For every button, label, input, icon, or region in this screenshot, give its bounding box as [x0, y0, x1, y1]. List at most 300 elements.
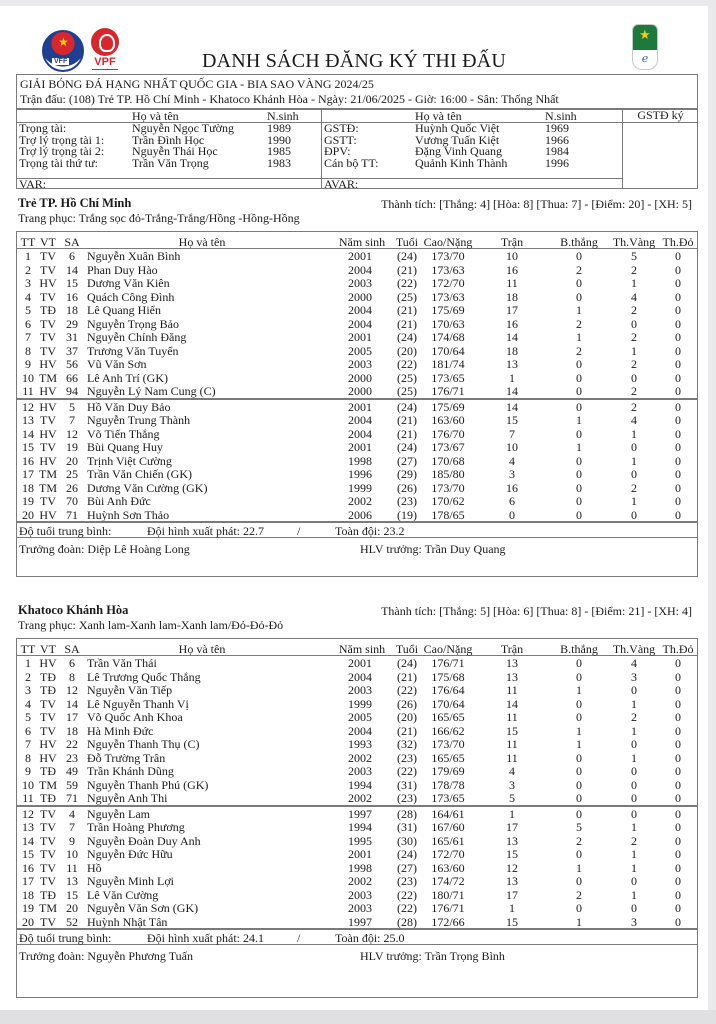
player-vt: TV [40, 343, 56, 358]
team-roster-table [16, 231, 698, 577]
player-matches: 3 [509, 467, 515, 481]
player-row [17, 751, 697, 765]
player-year: 1997 [348, 914, 372, 929]
player-tt: 14 [22, 833, 34, 848]
player-yellow: 0 [631, 777, 637, 792]
player-row [17, 263, 697, 277]
player-tt: 4 [25, 289, 31, 304]
player-vt: TV [40, 440, 56, 454]
player-row [17, 656, 697, 670]
player-age: (22) [397, 357, 417, 371]
player-hw: 178/78 [431, 777, 465, 792]
player-name: Nguyễn Lam [87, 806, 150, 821]
player-vt: TV [40, 249, 56, 263]
player-sa: 8 [69, 669, 75, 684]
player-red: 0 [675, 723, 681, 738]
player-year: 1999 [348, 696, 372, 711]
player-matches: 14 [506, 384, 518, 398]
player-age: (27) [397, 860, 417, 875]
player-age: (24) [397, 847, 417, 861]
player-hw: 163/60 [431, 860, 465, 875]
player-sa: 56 [66, 357, 78, 371]
player-name: Võ Quốc Anh Khoa [87, 710, 183, 724]
player-yellow: 4 [631, 413, 637, 427]
player-vt: TV [40, 820, 56, 834]
player-vt: HV [39, 276, 57, 290]
player-hw: 167/60 [431, 820, 465, 834]
player-matches: 15 [506, 723, 518, 738]
player-sa: 6 [69, 656, 75, 670]
player-red: 0 [675, 370, 681, 385]
player-matches: 1 [509, 370, 515, 385]
player-red: 0 [675, 683, 681, 697]
player-vt: HV [39, 384, 57, 398]
player-row [17, 290, 697, 304]
player-goals: 0 [576, 847, 582, 861]
player-yellow: 2 [631, 833, 637, 848]
player-yellow: 1 [631, 494, 637, 508]
player-hw: 185/80 [431, 467, 465, 481]
player-year: 2002 [348, 494, 372, 508]
player-matches: 16 [506, 316, 518, 331]
official-row: GSTT: Vương Tuấn Kiệt 1966 [324, 132, 569, 147]
player-goals: 0 [576, 710, 582, 724]
player-row [17, 481, 697, 495]
player-sa: 12 [66, 683, 78, 697]
player-goals: 0 [576, 791, 582, 805]
player-age: (25) [397, 289, 417, 304]
player-sa: 7 [69, 413, 75, 427]
col-header-name: Họ và tên [132, 109, 179, 123]
player-sa: 10 [66, 847, 78, 861]
player-hw: 172/66 [431, 914, 465, 929]
head-coach: HLV trưởng: Trần Duy Quang [360, 542, 506, 556]
player-name: Nguyễn Đoàn Duy Anh [87, 833, 201, 848]
player-yellow: 0 [631, 316, 637, 331]
player-hw: 174/68 [431, 330, 465, 344]
player-sa: 14 [66, 262, 78, 277]
player-hw: 165/65 [431, 710, 465, 724]
player-year: 2004 [348, 426, 372, 441]
player-hw: 165/65 [431, 750, 465, 765]
player-hw: 170/64 [431, 343, 465, 358]
player-goals: 0 [576, 384, 582, 398]
player-tt: 5 [25, 303, 31, 317]
player-sa: 11 [66, 860, 78, 875]
player-row [17, 303, 697, 317]
player-goals: 0 [576, 901, 582, 915]
player-hw: 175/69 [431, 303, 465, 317]
player-goals: 1 [576, 723, 582, 738]
player-row [17, 413, 697, 427]
player-age: (24) [397, 330, 417, 344]
player-red: 0 [675, 303, 681, 317]
player-hw: 164/61 [431, 806, 465, 821]
player-tt: 5 [25, 710, 31, 724]
player-goals: 1 [576, 303, 582, 317]
player-hw: 175/69 [431, 399, 465, 414]
player-matches: 18 [506, 289, 518, 304]
player-red: 0 [675, 330, 681, 344]
referees-column [17, 109, 322, 191]
player-goals: 1 [576, 737, 582, 751]
player-name: Trịnh Việt Cường [87, 453, 172, 468]
player-sa: 14 [66, 696, 78, 711]
player-matches: 4 [509, 764, 515, 778]
player-tt: 6 [25, 723, 31, 738]
player-goals: 0 [576, 669, 582, 684]
player-sa: 25 [66, 467, 78, 481]
player-vt: TM [39, 370, 57, 385]
player-row [17, 276, 697, 290]
player-tt: 20 [22, 507, 34, 522]
player-age: (30) [397, 833, 417, 848]
player-tt: 2 [25, 262, 31, 277]
player-yellow: 2 [631, 330, 637, 344]
player-name: Dương Văn Cường (GK) [87, 480, 208, 495]
team-roster-table [16, 638, 698, 998]
player-sa: 17 [66, 710, 78, 724]
player-row [17, 710, 697, 724]
player-vt: TV [40, 860, 56, 875]
player-vt: HV [39, 453, 57, 468]
player-tt: 11 [22, 384, 34, 398]
player-year: 2004 [348, 303, 372, 317]
player-yellow: 0 [631, 370, 637, 385]
player-year: 1996 [348, 467, 372, 481]
player-vt: TV [40, 806, 56, 821]
player-sa: 37 [66, 343, 78, 358]
player-row [17, 888, 697, 902]
player-age: (25) [397, 384, 417, 398]
player-name: Nguyễn Thanh Phú (GK) [87, 777, 209, 792]
player-row [17, 901, 697, 915]
player-row [17, 371, 697, 385]
player-yellow: 1 [631, 860, 637, 875]
player-age: (19) [397, 507, 417, 522]
player-yellow: 2 [631, 262, 637, 277]
player-matches: 17 [506, 303, 518, 317]
player-matches: 18 [506, 343, 518, 358]
player-age: (28) [397, 914, 417, 929]
player-vt: TĐ [40, 669, 56, 684]
player-year: 1993 [348, 737, 372, 751]
player-red: 0 [675, 440, 681, 454]
player-hw: 173/70 [431, 480, 465, 495]
player-tt: 3 [25, 683, 31, 697]
player-goals: 1 [576, 330, 582, 344]
player-vt: HV [39, 750, 57, 765]
player-hw: 170/64 [431, 696, 465, 711]
player-goals: 0 [576, 777, 582, 792]
player-sa: 29 [66, 316, 78, 331]
player-goals: 2 [576, 262, 582, 277]
player-row [17, 861, 697, 875]
player-row [17, 847, 697, 861]
player-red: 0 [675, 887, 681, 902]
player-hw: 172/70 [431, 847, 465, 861]
player-year: 2003 [348, 901, 372, 915]
player-hw: 176/71 [431, 656, 465, 670]
player-age: (20) [397, 343, 417, 358]
player-matches: 11 [506, 750, 518, 765]
player-year: 2005 [348, 343, 372, 358]
signature-column [623, 110, 698, 188]
player-tt: 18 [22, 887, 34, 902]
player-name: Trần Khánh Dũng [87, 764, 174, 778]
head-coach: HLV trưởng: Trần Trọng Bình [360, 949, 505, 963]
player-vt: HV [39, 507, 57, 522]
player-sa: 66 [66, 370, 78, 385]
player-name: Hồ [87, 860, 102, 875]
player-age: (31) [397, 777, 417, 792]
player-matches: 15 [506, 413, 518, 427]
team-manager: Trưởng đoàn: Diệp Lê Hoàng Long [19, 542, 190, 556]
player-sa: 6 [69, 249, 75, 263]
player-name: Trần Hoàng Phương [87, 820, 185, 834]
player-yellow: 1 [631, 847, 637, 861]
player-tt: 17 [22, 874, 34, 888]
player-name: Lê Anh Trí (GK) [87, 370, 169, 385]
player-yellow: 1 [631, 276, 637, 290]
player-age: (26) [397, 696, 417, 711]
player-yellow: 0 [631, 507, 637, 522]
player-red: 0 [675, 806, 681, 821]
player-matches: 13 [506, 669, 518, 684]
player-goals: 1 [576, 860, 582, 875]
player-red: 0 [675, 357, 681, 371]
player-sa: 7 [69, 820, 75, 834]
player-row [17, 427, 697, 441]
player-matches: 5 [509, 791, 515, 805]
player-vt: TM [39, 467, 57, 481]
player-yellow: 2 [631, 384, 637, 398]
team-record: Thành tích: [Thắng: 5] [Hòa: 6] [Thua: 8] - [Điểm: 21] - [XH: 4] [381, 604, 692, 618]
player-row [17, 807, 697, 821]
player-red: 0 [675, 507, 681, 522]
player-matches: 16 [506, 262, 518, 277]
player-goals: 1 [576, 440, 582, 454]
player-age: (29) [397, 467, 417, 481]
player-matches: 4 [509, 453, 515, 468]
player-row [17, 791, 697, 805]
player-red: 0 [675, 791, 681, 805]
player-tt: 17 [22, 467, 34, 481]
official-row: GSTĐ: Huỳnh Quốc Việt 1969 [324, 121, 569, 135]
player-name: Lê Văn Cường [87, 887, 159, 902]
player-age: (26) [397, 480, 417, 495]
player-sa: 16 [66, 289, 78, 304]
player-red: 0 [675, 833, 681, 848]
player-vt: TV [40, 710, 56, 724]
player-name: Bùi Quang Huy [87, 440, 163, 454]
player-yellow: 1 [631, 696, 637, 711]
player-yellow: 1 [631, 750, 637, 765]
player-age: (24) [397, 656, 417, 670]
player-sa: 59 [66, 777, 78, 792]
player-yellow: 2 [631, 357, 637, 371]
player-year: 2000 [348, 289, 372, 304]
player-row [17, 494, 697, 508]
player-yellow: 1 [631, 453, 637, 468]
player-matches: 15 [506, 914, 518, 929]
player-vt: TM [39, 901, 57, 915]
player-goals: 1 [576, 413, 582, 427]
player-tt: 7 [25, 737, 31, 751]
player-tt: 9 [25, 357, 31, 371]
player-matches: 3 [509, 777, 515, 792]
player-hw: 176/71 [431, 384, 465, 398]
player-goals: 0 [576, 507, 582, 522]
player-year: 2004 [348, 262, 372, 277]
player-hw: 173/67 [431, 440, 465, 454]
player-tt: 13 [22, 820, 34, 834]
player-vt: TM [39, 480, 57, 495]
player-goals: 2 [576, 833, 582, 848]
player-tt: 1 [25, 656, 31, 670]
player-tt: 16 [22, 860, 34, 875]
player-red: 0 [675, 316, 681, 331]
player-matches: 17 [506, 887, 518, 902]
player-name: Đỗ Trường Trân [87, 750, 166, 765]
player-yellow: 0 [631, 683, 637, 697]
player-year: 2003 [348, 887, 372, 902]
player-tt: 8 [25, 343, 31, 358]
player-hw: 174/72 [431, 874, 465, 888]
team-record: Thành tích: [Thắng: 4] [Hòa: 8] [Thua: 7] - [Điểm: 20] - [XH: 5] [381, 197, 692, 211]
player-year: 2002 [348, 791, 372, 805]
player-row [17, 724, 697, 738]
player-goals: 0 [576, 764, 582, 778]
player-sa: 22 [66, 737, 78, 751]
player-red: 0 [675, 453, 681, 468]
player-hw: 170/62 [431, 494, 465, 508]
player-red: 0 [675, 874, 681, 888]
player-name: Bùi Anh Đức [87, 494, 151, 508]
player-sa: 52 [66, 914, 78, 929]
player-age: (20) [397, 710, 417, 724]
player-sa: 12 [66, 426, 78, 441]
player-vt: HV [39, 426, 57, 441]
player-age: (24) [397, 440, 417, 454]
team-staff-row [17, 945, 697, 997]
player-year: 2002 [348, 750, 372, 765]
average-age-row: Độ tuổi trung bình: Đội hình xuất phát: 22.7 / Toàn đội: 23.2 [17, 521, 697, 538]
player-red: 0 [675, 262, 681, 277]
player-matches: 13 [506, 833, 518, 848]
player-tt: 19 [22, 901, 34, 915]
player-tt: 8 [25, 750, 31, 765]
player-goals: 1 [576, 914, 582, 929]
player-name: Hồ Văn Duy Bảo [87, 399, 171, 414]
player-goals: 0 [576, 656, 582, 670]
team-kit: Trang phục: Xanh lam-Xanh lam-Xanh lam/Đỏ-Đỏ-Đỏ [18, 618, 284, 632]
player-goals: 0 [576, 370, 582, 385]
player-vt: TV [40, 289, 56, 304]
col-header-name: Họ và tên [415, 109, 462, 123]
player-year: 2001 [348, 249, 372, 263]
player-vt: TV [40, 723, 56, 738]
player-hw: 170/63 [431, 316, 465, 331]
player-vt: TV [40, 914, 56, 929]
player-vt: TV [40, 413, 56, 427]
player-matches: 13 [506, 874, 518, 888]
player-red: 0 [675, 467, 681, 481]
player-sa: 18 [66, 303, 78, 317]
player-row [17, 737, 697, 751]
official-row: Trọng tài: Nguyễn Ngọc Tường 1989 [19, 121, 291, 135]
player-tt: 9 [25, 764, 31, 778]
player-red: 0 [675, 276, 681, 290]
supervisors-column [322, 109, 623, 191]
player-name: Nguyễn Anh Thi [87, 791, 168, 805]
player-row [17, 249, 697, 263]
player-red: 0 [675, 914, 681, 929]
player-goals: 0 [576, 806, 582, 821]
player-sa: 71 [66, 791, 78, 805]
player-yellow: 0 [631, 791, 637, 805]
player-row [17, 330, 697, 344]
player-sa: 15 [66, 276, 78, 290]
player-age: (22) [397, 276, 417, 290]
player-age: (21) [397, 262, 417, 277]
player-matches: 17 [506, 820, 518, 834]
player-red: 0 [675, 777, 681, 792]
player-hw: 180/71 [431, 887, 465, 902]
average-age-row: Độ tuổi trung bình: Đội hình xuất phát: 24.1 / Toàn đội: 25.0 [17, 928, 697, 945]
player-matches: 13 [506, 357, 518, 371]
player-goals: 2 [576, 343, 582, 358]
player-tt: 1 [25, 249, 31, 263]
player-red: 0 [675, 860, 681, 875]
player-age: (32) [397, 737, 417, 751]
player-hw: 175/68 [431, 669, 465, 684]
team-name: Khatoco Khánh Hòa [18, 603, 129, 617]
player-age: (22) [397, 901, 417, 915]
player-year: 2003 [348, 764, 372, 778]
player-age: (23) [397, 750, 417, 765]
player-hw: 170/68 [431, 453, 465, 468]
player-year: 2004 [348, 316, 372, 331]
player-name: Nguyễn Trọng Bảo [87, 316, 180, 331]
player-year: 2003 [348, 276, 372, 290]
player-tt: 12 [22, 806, 34, 821]
player-sa: 94 [66, 384, 78, 398]
player-red: 0 [675, 737, 681, 751]
player-red: 0 [675, 480, 681, 495]
player-red: 0 [675, 820, 681, 834]
player-name: Trần Văn Chiến (GK) [87, 467, 192, 481]
vpf-logo-icon: VPF [90, 28, 120, 74]
player-tt: 3 [25, 276, 31, 290]
player-age: (22) [397, 887, 417, 902]
player-sa: 49 [66, 764, 78, 778]
player-red: 0 [675, 384, 681, 398]
player-red: 0 [675, 249, 681, 263]
player-red: 0 [675, 426, 681, 441]
player-vt: HV [39, 656, 57, 670]
player-age: (27) [397, 453, 417, 468]
player-name: Vũ Văn Sơn [87, 357, 147, 371]
player-matches: 11 [506, 683, 518, 697]
player-year: 1998 [348, 453, 372, 468]
official-row: ĐPV: Đặng Vinh Quang 1984 [324, 144, 569, 158]
player-age: (23) [397, 494, 417, 508]
avar-field: AVAR: [322, 178, 622, 190]
player-year: 2002 [348, 874, 372, 888]
player-red: 0 [675, 750, 681, 765]
player-year: 2001 [348, 847, 372, 861]
